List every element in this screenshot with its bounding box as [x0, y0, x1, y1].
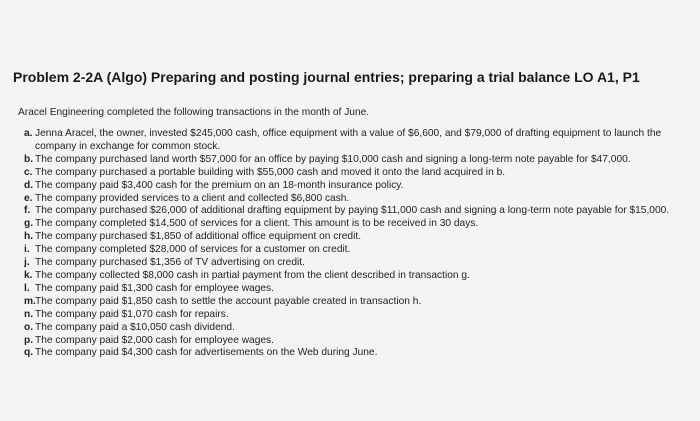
transaction-item-d [24, 180, 692, 193]
transaction-item-h [24, 231, 692, 244]
transaction-item-e [24, 193, 692, 206]
transaction-text: The company purchased land worth $57,000 for an office by paying $10,000 cash and signing a long-term note payable for $47,000. [35, 153, 631, 165]
transaction-text: The company paid $1,070 cash for repairs. [35, 308, 229, 320]
transaction-letter: d. [24, 179, 34, 191]
transaction-letter: e. [24, 192, 33, 204]
transaction-item-n [24, 309, 692, 322]
transaction-text: The company collected $8,000 cash in partial payment from the client described in transaction g. [35, 269, 470, 281]
transaction-text: The company provided services to a client and collected $6,800 cash. [35, 192, 350, 204]
transaction-text: The company paid $3,400 cash for the premium on an 18-month insurance policy. [35, 179, 404, 191]
transaction-list [24, 128, 692, 360]
transaction-letter: k. [24, 269, 33, 281]
transaction-item-b [24, 154, 692, 167]
transaction-item-p [24, 335, 692, 348]
transaction-item-a [24, 128, 692, 154]
transaction-letter: f. [24, 205, 31, 217]
transaction-letter: j. [24, 257, 30, 269]
transaction-text: The company completed $28,000 of services for a customer on credit. [35, 244, 351, 256]
transaction-letter: h. [24, 231, 34, 243]
transaction-text: The company paid $4,300 cash for advertisements on the Web during June. [35, 347, 378, 359]
transaction-letter: a. [24, 128, 33, 139]
transaction-item-j [24, 257, 692, 270]
transaction-text: The company completed $14,500 of services for a client. This amount is to be received in 30 days. [35, 218, 479, 230]
transaction-letter: i. [24, 244, 30, 256]
transaction-letter: m. [24, 295, 36, 307]
transaction-item-m [24, 296, 692, 309]
transaction-item-g [24, 218, 692, 231]
transaction-letter: b. [24, 153, 34, 165]
transaction-item-l [24, 283, 692, 296]
transaction-letter: g. [24, 218, 34, 230]
transaction-letter: n. [24, 308, 34, 320]
transaction-text: The company paid $1,850 cash to settle the account payable created in transaction h. [35, 295, 422, 307]
transaction-item-c [24, 167, 692, 180]
transaction-item-k [24, 270, 692, 283]
transaction-letter: c. [24, 166, 33, 178]
transaction-text: Jenna Aracel, the owner, invested $245,000 cash, office equipment with a value of $6,600, and $79,000 of drafting equipment to launch the company in exchange for common stock. [35, 128, 662, 152]
transaction-item-q [24, 347, 692, 360]
transaction-text: The company paid a $10,050 cash dividend. [35, 321, 235, 333]
transaction-text: The company purchased $1,850 of additional office equipment on credit. [35, 231, 362, 243]
transaction-text: The company paid $2,000 cash for employee wages. [35, 334, 274, 346]
transaction-letter: o. [24, 321, 34, 333]
problem-title: Problem 2-2A (Algo) Preparing and posting journal entries; preparing a trial balance LO A1, P1 [13, 69, 640, 85]
problem-intro: Aracel Engineering completed the following transactions in the month of June. [18, 107, 370, 118]
transaction-item-f [24, 205, 692, 218]
transaction-text: The company purchased $1,356 of TV advertising on credit. [35, 257, 305, 269]
transaction-letter: p. [24, 334, 34, 346]
transaction-item-o [24, 322, 692, 335]
transaction-text: The company purchased a portable building with $55,000 cash and moved it onto the land acquired in b. [35, 166, 506, 178]
transaction-text: The company purchased $26,000 of additional drafting equipment by paying $11,000 cash and signing a long-term note payable for $15,000. [35, 205, 670, 217]
transaction-text: The company paid $1,300 cash for employee wages. [35, 282, 274, 294]
transaction-letter: l. [24, 282, 30, 294]
transaction-item-i [24, 244, 692, 257]
transaction-letter: q. [24, 347, 34, 359]
